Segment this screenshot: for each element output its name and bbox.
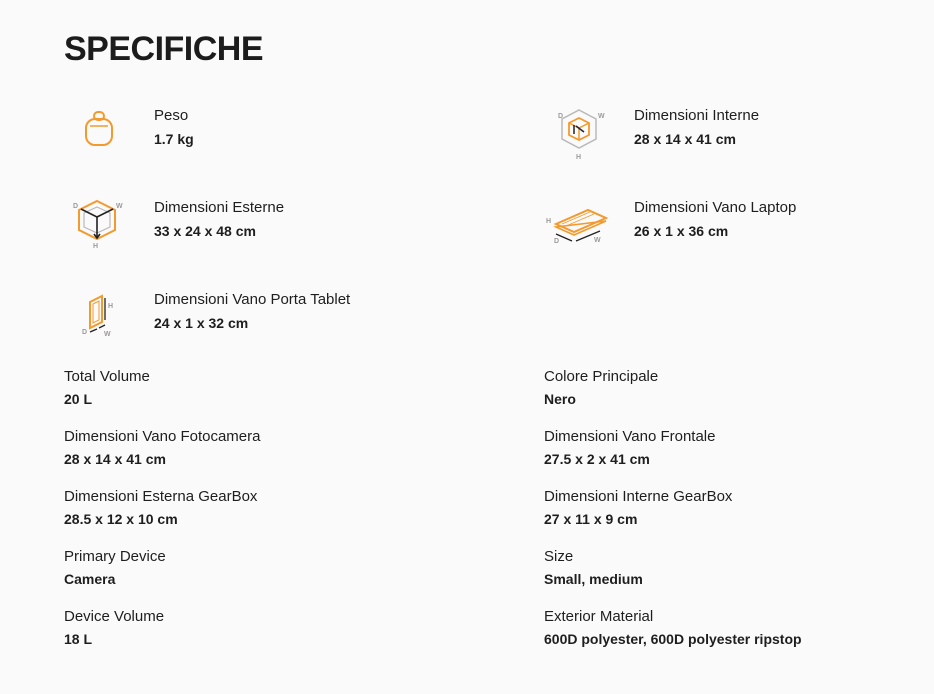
spec-primary-device [64,547,444,589]
tablet-compartment-icon [64,290,134,350]
laptop-compartment-icon [544,198,614,258]
spec-label: Dimensioni Esterne [154,199,285,216]
spec-camera-compartment [64,427,444,469]
spec-value: 27.5 x 2 x 41 cm [544,451,650,467]
spec-device-volume [64,607,444,649]
spec-tablet-compartment [64,290,464,350]
page-title: SPECIFICHE [64,30,264,68]
spec-label: Dimensioni Vano Laptop [634,199,797,216]
spec-internal-dimensions [544,106,934,166]
spec-value: 24 x 1 x 32 cm [154,315,249,331]
spec-gearbox-external [64,487,444,529]
height-letter: H [546,218,552,225]
spec-value: 33 x 24 x 48 cm [154,223,256,239]
spec-label: Dimensioni Interne [634,107,760,124]
spec-label: Dimensioni Vano Frontale [544,428,716,445]
spec-total-volume [64,367,444,409]
spec-gearbox-internal [544,487,924,529]
spec-value: 18 L [64,631,93,647]
width-letter: W [594,237,601,244]
spec-label: Dimensioni Vano Porta Tablet [154,291,351,308]
depth-letter: D [558,113,564,120]
spec-label: Primary Device [64,548,166,565]
width-letter: W [104,331,111,338]
spec-value: Camera [64,571,116,587]
spec-size [544,547,924,589]
spec-value: 28.5 x 12 x 10 cm [64,511,178,527]
spec-main-color [544,367,924,409]
spec-value: 28 x 14 x 41 cm [64,451,166,467]
spec-label: Peso [154,107,189,124]
spec-label: Dimensioni Vano Fotocamera [64,428,261,445]
spec-value: Nero [544,391,576,407]
weight-icon [64,106,134,166]
spec-label: Size [544,548,574,565]
spec-external-dimensions [64,198,464,258]
depth-letter: D [82,329,88,336]
height-letter: H [93,243,99,250]
internal-dimensions-icon [544,106,614,166]
spec-value: 27 x 11 x 9 cm [544,511,638,527]
depth-letter: D [554,238,560,245]
depth-letter: D [73,203,79,210]
spec-label: Exterior Material [544,608,654,625]
spec-label: Colore Principale [544,368,659,385]
spec-front-compartment [544,427,924,469]
spec-laptop-compartment [544,198,934,258]
height-letter: H [576,154,582,161]
spec-value: 28 x 14 x 41 cm [634,131,736,147]
spec-label: Total Volume [64,368,150,385]
spec-value: Small, medium [544,571,643,587]
height-letter: H [108,303,114,310]
spec-weight [64,106,464,166]
external-dimensions-icon [64,198,134,258]
width-letter: W [598,113,605,120]
spec-value: 26 x 1 x 36 cm [634,223,729,239]
spec-exterior-material [544,607,924,649]
spec-label: Device Volume [64,608,165,625]
width-letter: W [116,203,123,210]
spec-label: Dimensioni Interne GearBox [544,488,733,505]
spec-label: Dimensioni Esterna GearBox [64,488,258,505]
spec-value: 20 L [64,391,93,407]
spec-value: 1.7 kg [154,131,194,147]
spec-value: 600D polyester, 600D polyester ripstop [544,631,802,647]
